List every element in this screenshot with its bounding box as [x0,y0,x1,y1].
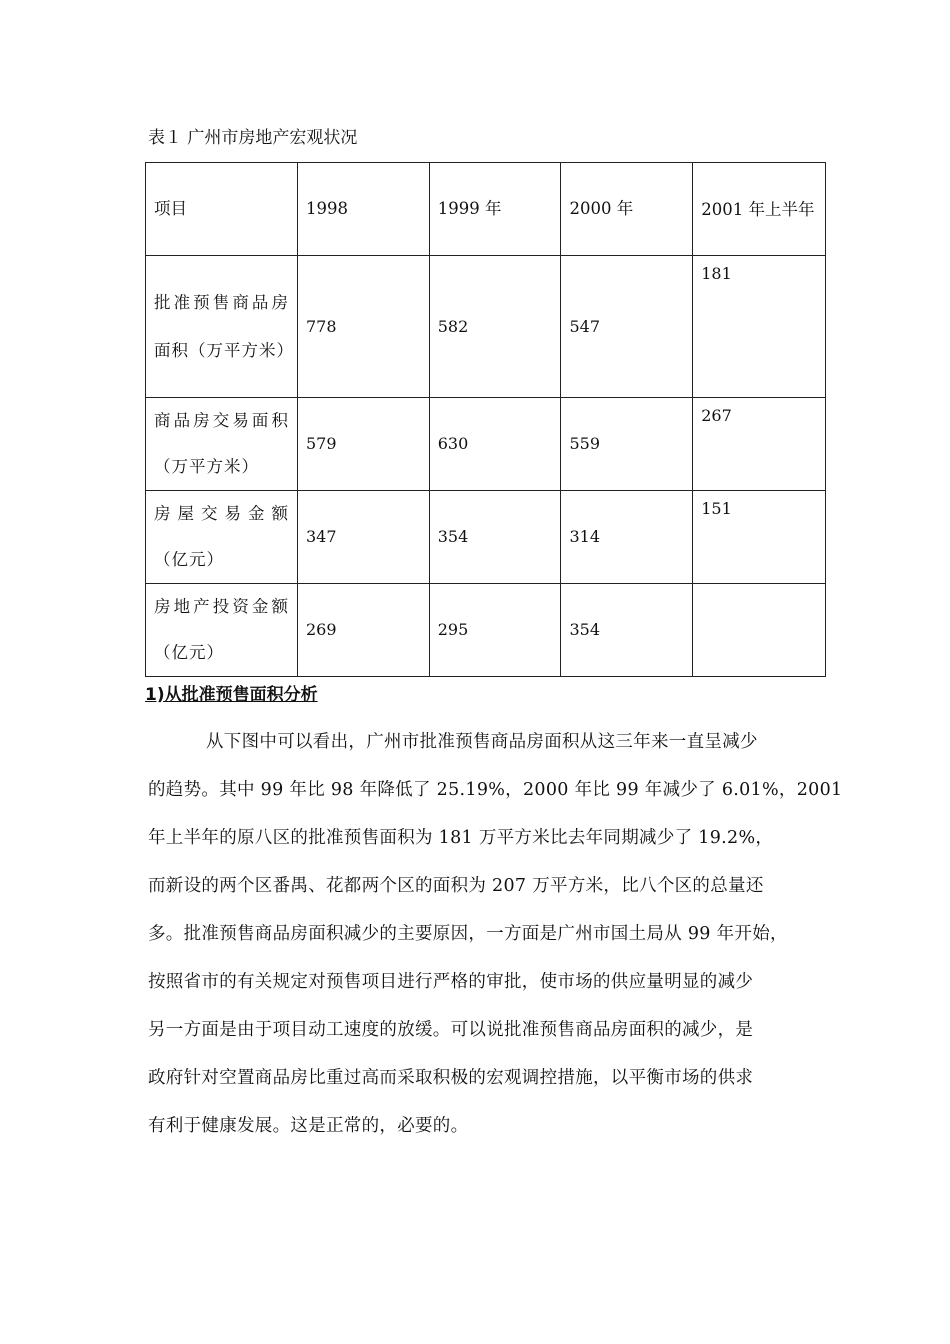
header-2001-h1: 2001 年上半年 [693,163,826,256]
cell-value: 559 [561,398,693,491]
paragraph-line: 从下图中可以看出，广州市批准预售商品房面积从这三年来一直呈减少 [206,732,758,752]
cell-value: 582 [429,256,561,398]
table-row [146,256,826,398]
row-label-trade-area: 商品房交易面积（万平方米） [146,398,298,491]
cell-value: 354 [429,491,561,584]
paragraph-line: 而新设的两个区番禺、花都两个区的面积为 207 万平方米，比八个区的总量还 [148,876,764,896]
cell-value [693,584,826,677]
paragraph-line: 的趋势。其中 99 年比 98 年降低了 25.19%，2000 年比 99 年减少了 6.01%，2001 [148,780,843,800]
header-2000: 2000 年 [561,163,693,256]
table-caption: 表１ 广州市房地产宏观状况 [148,128,358,148]
paragraph-line: 年上半年的原八区的批准预售面积为 181 万平方米比去年同期减少了 19.2%， [148,828,774,848]
cell-value: 151 [693,491,826,584]
cell-value: 547 [561,256,693,398]
row-label-investment: 房地产投资金额（亿元） [146,584,298,677]
paragraph-line: 多。批准预售商品房面积减少的主要原因，一方面是广州市国土局从 99 年开始， [148,924,788,944]
header-1999: 1999 年 [429,163,561,256]
section-heading: 1)从批准预售面积分析 [145,685,318,705]
real-estate-macro-table [145,162,826,677]
cell-value: 354 [561,584,693,677]
paragraph-line: 有利于健康发展。这是正常的，必要的。 [148,1116,469,1136]
header-item: 项目 [146,163,298,256]
cell-value: 267 [693,398,826,491]
cell-value: 295 [429,584,561,677]
row-label-presale-area: 批准预售商品房面积（万平方米） [146,256,298,398]
cell-value: 579 [298,398,430,491]
row-label-trade-amount: 房屋交易金额（亿元） [146,491,298,584]
table-row [146,398,826,491]
table-row [146,584,826,677]
cell-value: 630 [429,398,561,491]
paragraph-line: 另一方面是由于项目动工速度的放缓。可以说批准预售商品房面积的减少，是 [148,1020,754,1040]
cell-value: 181 [693,256,826,398]
header-1998: 1998 [298,163,430,256]
cell-value: 778 [298,256,430,398]
table-row [146,491,826,584]
cell-value: 269 [298,584,430,677]
cell-value: 347 [298,491,430,584]
paragraph-line: 政府针对空置商品房比重过高而采取积极的宏观调控措施，以平衡市场的供求 [148,1068,754,1088]
table-header-row [146,163,826,256]
cell-value: 314 [561,491,693,584]
paragraph-line: 按照省市的有关规定对预售项目进行严格的审批，使市场的供应量明显的减少 [148,972,754,992]
